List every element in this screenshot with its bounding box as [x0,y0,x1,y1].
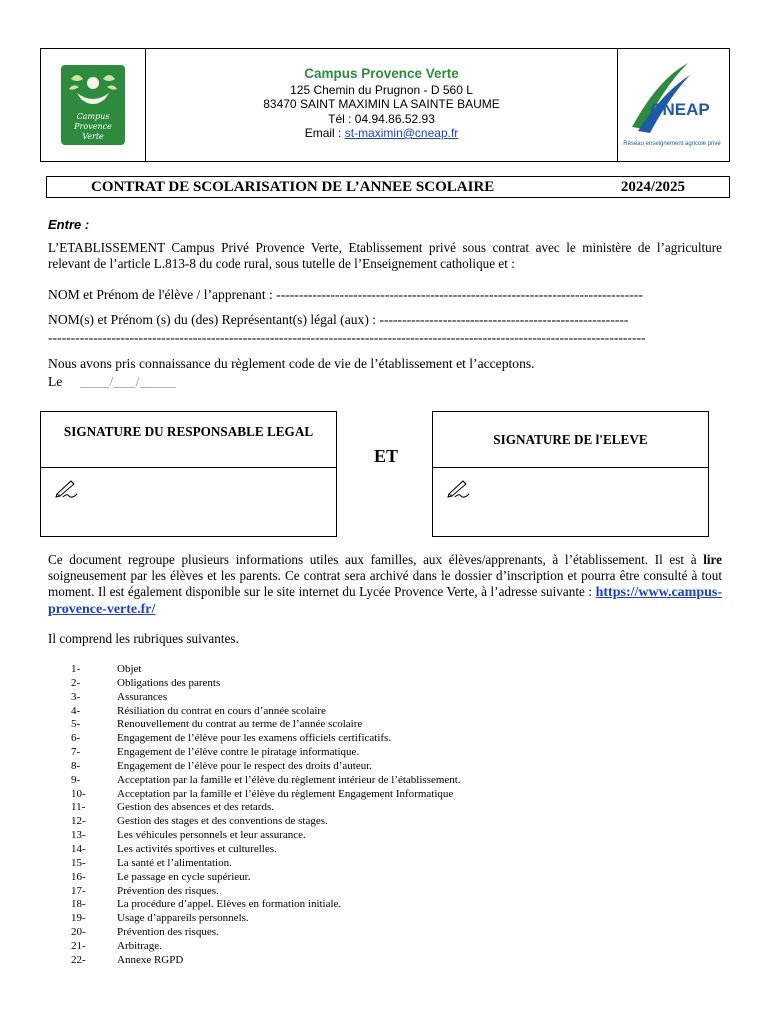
list-item [71,898,461,912]
legal-guardian-signature-box[interactable] [40,411,337,537]
list-item-number: 22- [71,953,86,966]
list-item-label: Les véhicules personnels et leur assurance. [117,829,306,842]
contract-title [46,176,730,198]
list-item [71,705,461,719]
cneap-logo [617,49,729,161]
list-item-label: Renouvellement du contrat au terme de l’année scolaire [117,718,363,731]
signature-header [41,412,336,468]
list-item-number: 12- [71,815,86,828]
list-item [71,746,461,760]
list-item-label: La procédure d’appel. Elèves en formation initiale. [117,898,342,911]
list-item-number: 10- [71,787,86,800]
svg-text:CNEAP: CNEAP [650,100,710,119]
and-separator: ET [374,446,399,466]
list-item [71,718,461,732]
list-item-number: 5- [71,718,81,731]
pen-writing-icon [447,478,471,498]
list-item-label: Engagement de l’élève contre le piratage informatique. [117,746,360,759]
list-item-number: 3- [71,690,81,703]
list-item [71,774,461,788]
email-line [146,126,617,141]
list-item-label: Engagement de l’élève pour le respect des droits d’auteur. [117,759,373,772]
list-item-number: 9- [71,773,81,786]
list-item-number: 8- [71,759,81,772]
svg-text:Provence: Provence [74,122,112,131]
list-item [71,843,461,857]
date-line [48,374,176,390]
list-item-label: La santé et l’alimentation. [117,856,232,869]
list-item [71,663,461,677]
list-item-label: Objet [117,663,142,675]
list-item [71,677,461,691]
svg-text:Verte: Verte [82,132,104,141]
list-item-label: Assurances [117,690,168,703]
list-item-label: Gestion des absences et des retards. [117,801,275,814]
list-item-number: 1- [71,663,81,675]
list-item-number: 7- [71,746,81,759]
list-item [71,732,461,746]
list-item [71,829,461,843]
date-field[interactable]: ____/___/_____ [80,374,177,389]
signature-header [433,412,708,468]
list-item-label: Acceptation par la famille et l’élève du règlement intérieur de l’établissement. [117,773,461,786]
address-line-2: 83470 SAINT MAXIMIN LA SAINTE BAUME [263,97,500,111]
website-link[interactable]: https://www.campus-provence-verte.fr/ [48,585,722,617]
list-item-label: Arbitrage. [117,939,162,952]
student-signature-title: SIGNATURE DE l'ELEVE [493,432,648,447]
list-item-label: Résiliation du contrat en cours d’année scolaire [117,704,326,717]
list-item-number: 4- [71,704,81,717]
address-line-1: 125 Chemin du Prugnon - D 560 L [290,82,473,97]
campus-logo [41,49,146,161]
list-item-label: Acceptation par la famille et l’élève du règlement Engagement Informatique [117,787,454,800]
list-item-number: 11- [71,801,86,814]
sections-list [71,663,461,968]
list-item [71,940,461,954]
list-item [71,885,461,899]
legal-representative-continuation[interactable]: ------------------------------------------------------------------------------------------------------------------------------------ [48,330,646,345]
svg-text:Réseau enseignement agricole p: Réseau enseignement agricole privé [623,141,721,147]
list-item [71,788,461,802]
list-item-label: Prévention des risques. [117,926,219,939]
telephone: Tél : 04.94.86.52.93 [328,111,435,126]
establishment-paragraph: L’ETABLISSEMENT Campus Privé Provence Verte, Etablissement privé sous contrat avec le ministère de l’agriculture relevant de l’article L.813-8 du code rural, sous tutelle de l’Enseignement catholique et : [48,240,722,271]
list-item [71,760,461,774]
list-item-label: Usage d’appareils personnels. [117,912,249,925]
list-item-number: 16- [71,870,86,883]
list-item [71,954,461,968]
date-label: Le [48,374,63,389]
list-item [71,857,461,871]
list-item-label: Prévention des risques. [117,884,219,897]
list-item-number: 6- [71,732,81,745]
document-info-emphasis: lire [703,552,722,567]
student-name-field[interactable]: NOM et Prénom de l'élève / l’apprenant : --------------------------------------------------------------------------------- [48,287,643,302]
list-item-number: 14- [71,842,86,855]
acknowledgement-text: Nous avons pris connaissance du règlement code de vie de l’établissement et l’acceptons. [48,356,535,371]
svg-text:Campus: Campus [76,112,110,121]
student-signature-box[interactable] [432,411,709,537]
document-info-part1: Ce document regroupe plusieurs informations utiles aux familles, aux élèves/apprenants, à l’établissement. Il est à [48,552,704,567]
list-item-number: 21- [71,939,86,952]
email-label: Email : [304,126,345,140]
list-item-number: 17- [71,884,86,897]
list-item [71,912,461,926]
contract-title-text: CONTRAT DE SCOLARISATION DE L’ANNEE SCOLAIRE [91,179,495,195]
list-item [71,871,461,885]
list-item-label: Obligations des parents [117,676,221,689]
list-item-label: Gestion des stages et des conventions de stages. [117,815,328,828]
sections-intro: Il comprend les rubriques suivantes. [48,631,239,646]
list-item [71,801,461,815]
list-item-number: 18- [71,898,86,911]
pen-writing-icon [55,478,79,498]
legal-guardian-signature-title: SIGNATURE DU RESPONSABLE LEGAL [63,424,314,439]
legal-representative-field[interactable]: NOM(s) et Prénom (s) du (des) Représentant(s) légal (aux) : ------------------------------------------------------- [48,312,629,327]
list-item-number: 2- [71,676,81,689]
list-item [71,691,461,705]
list-item-number: 20- [71,926,86,939]
list-item [71,815,461,829]
list-item [71,926,461,940]
letterhead [40,48,730,162]
campus-name: Campus Provence Verte [304,66,459,81]
document-info-paragraph [48,552,722,618]
email-link[interactable]: st-maximin@cneap.fr [344,126,459,140]
list-item-label: Le passage en cycle supérieur. [117,870,251,883]
list-item-label: Annexe RGPD [117,953,184,966]
list-item-number: 15- [71,856,86,869]
school-address-block [146,67,617,141]
list-item-label: Engagement de l’élève pour les examens officiels certificatifs. [117,732,392,745]
school-year: 2024/2025 [620,179,685,195]
document-info-part2: soigneusement par les élèves et les parents. Ce contrat sera archivé dans le dossier d’inscription et pourra être consulté à tout moment. Il est également disponible sur le site internet du Lycée Provence Verte, à l’adresse suivante : [48,568,722,599]
list-item-label: Les activités sportives et culturelles. [117,842,277,855]
between-label: Entre : [48,217,90,232]
list-item-number: 13- [71,829,86,842]
list-item-number: 19- [71,912,86,925]
